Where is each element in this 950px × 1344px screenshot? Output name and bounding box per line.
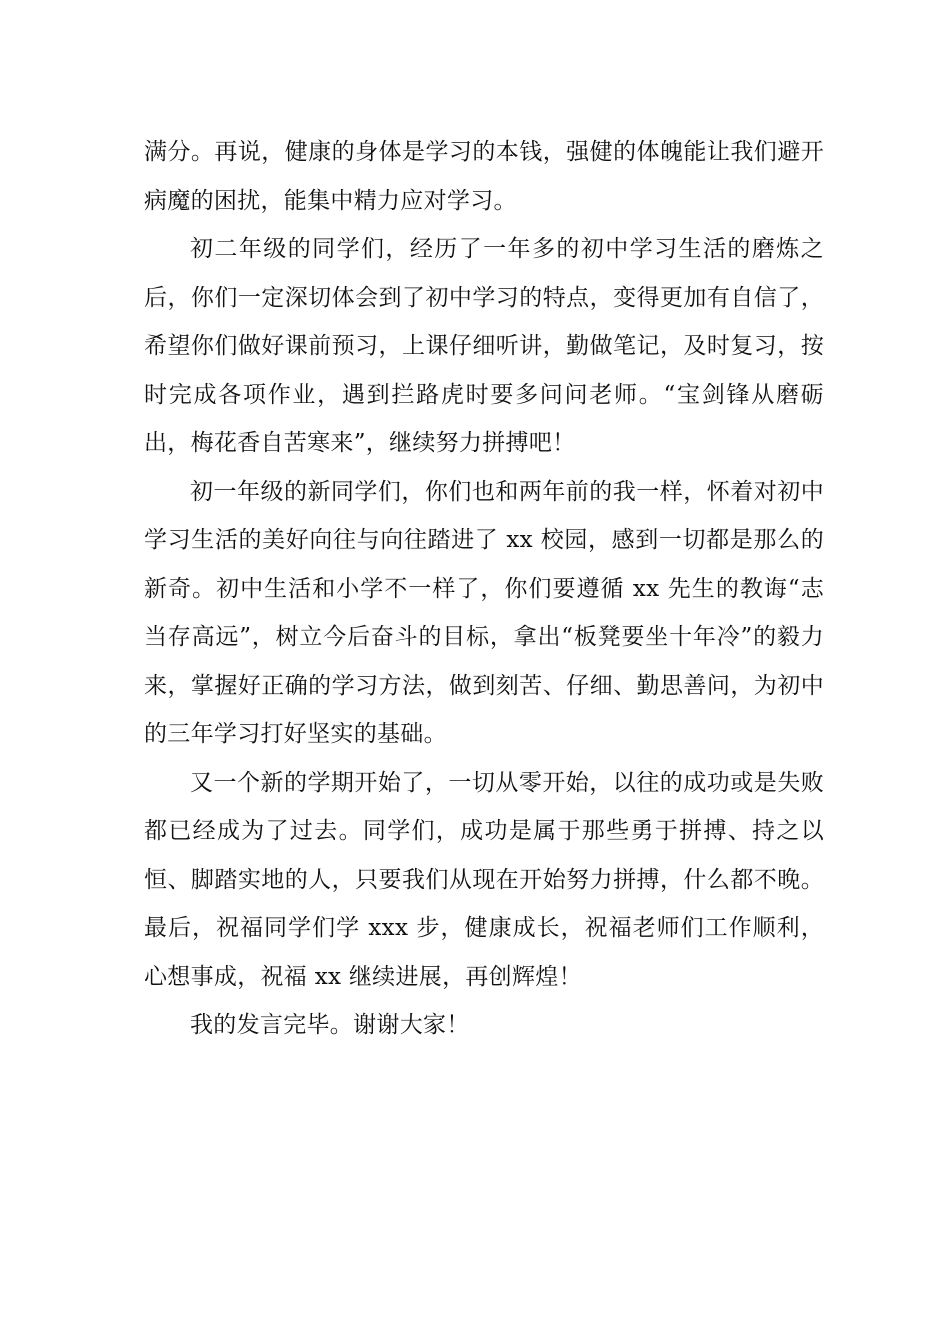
paragraph-continuation: 满分。再说，健康的身体是学习的本钱，强健的体魄能让我们避开病魔的困扰，能集中精力应对学习。 [144, 139, 824, 214]
body-text [144, 128, 824, 1050]
paragraph-new-semester: 又一个新的学期开始了，一切从零开始，以往的成功或是失败都已经成为了过去。同学们，成功是属于那些勇于拼搏、持之以恒、脚踏实地的人，只要我们从现在开始努力拼搏，什么都不晚。最后，祝福同学们学 xxx 步，健康成长，祝福老师们工作顺利，心想事成，祝福 xx 继续进展，再创辉煌！ [144, 769, 824, 990]
paragraph-grade-two: 初二年级的同学们，经历了一年多的初中学习生活的磨炼之后，你们一定深切体会到了初中学习的特点，变得更加有自信了，希望你们做好课前预习，上课仔细听讲，勤做笔记，及时复习，按时完成各项作业，遇到拦路虎时要多问问老师。“宝剑锋从磨砺出，梅花香自苦寒来”，继续努力拼搏吧！ [144, 236, 824, 456]
paragraph-grade-one: 初一年级的新同学们，你们也和两年前的我一样，怀着对初中学习生活的美好向往与向往踏进了 xx 校园，感到一切都是那么的新奇。初中生活和小学不一样了，你们要遵循 xx 先生的教诲“志当存高远”，树立今后奋斗的目标，拿出“板凳要坐十年冷”的毅力来，掌握好正确的学习方法，做到刻苦、仔细、勤思善问，为初中的三年学习打好坚实的基础。 [144, 478, 824, 747]
paragraph-closing: 我的发言完毕。谢谢大家！ [190, 1012, 470, 1038]
